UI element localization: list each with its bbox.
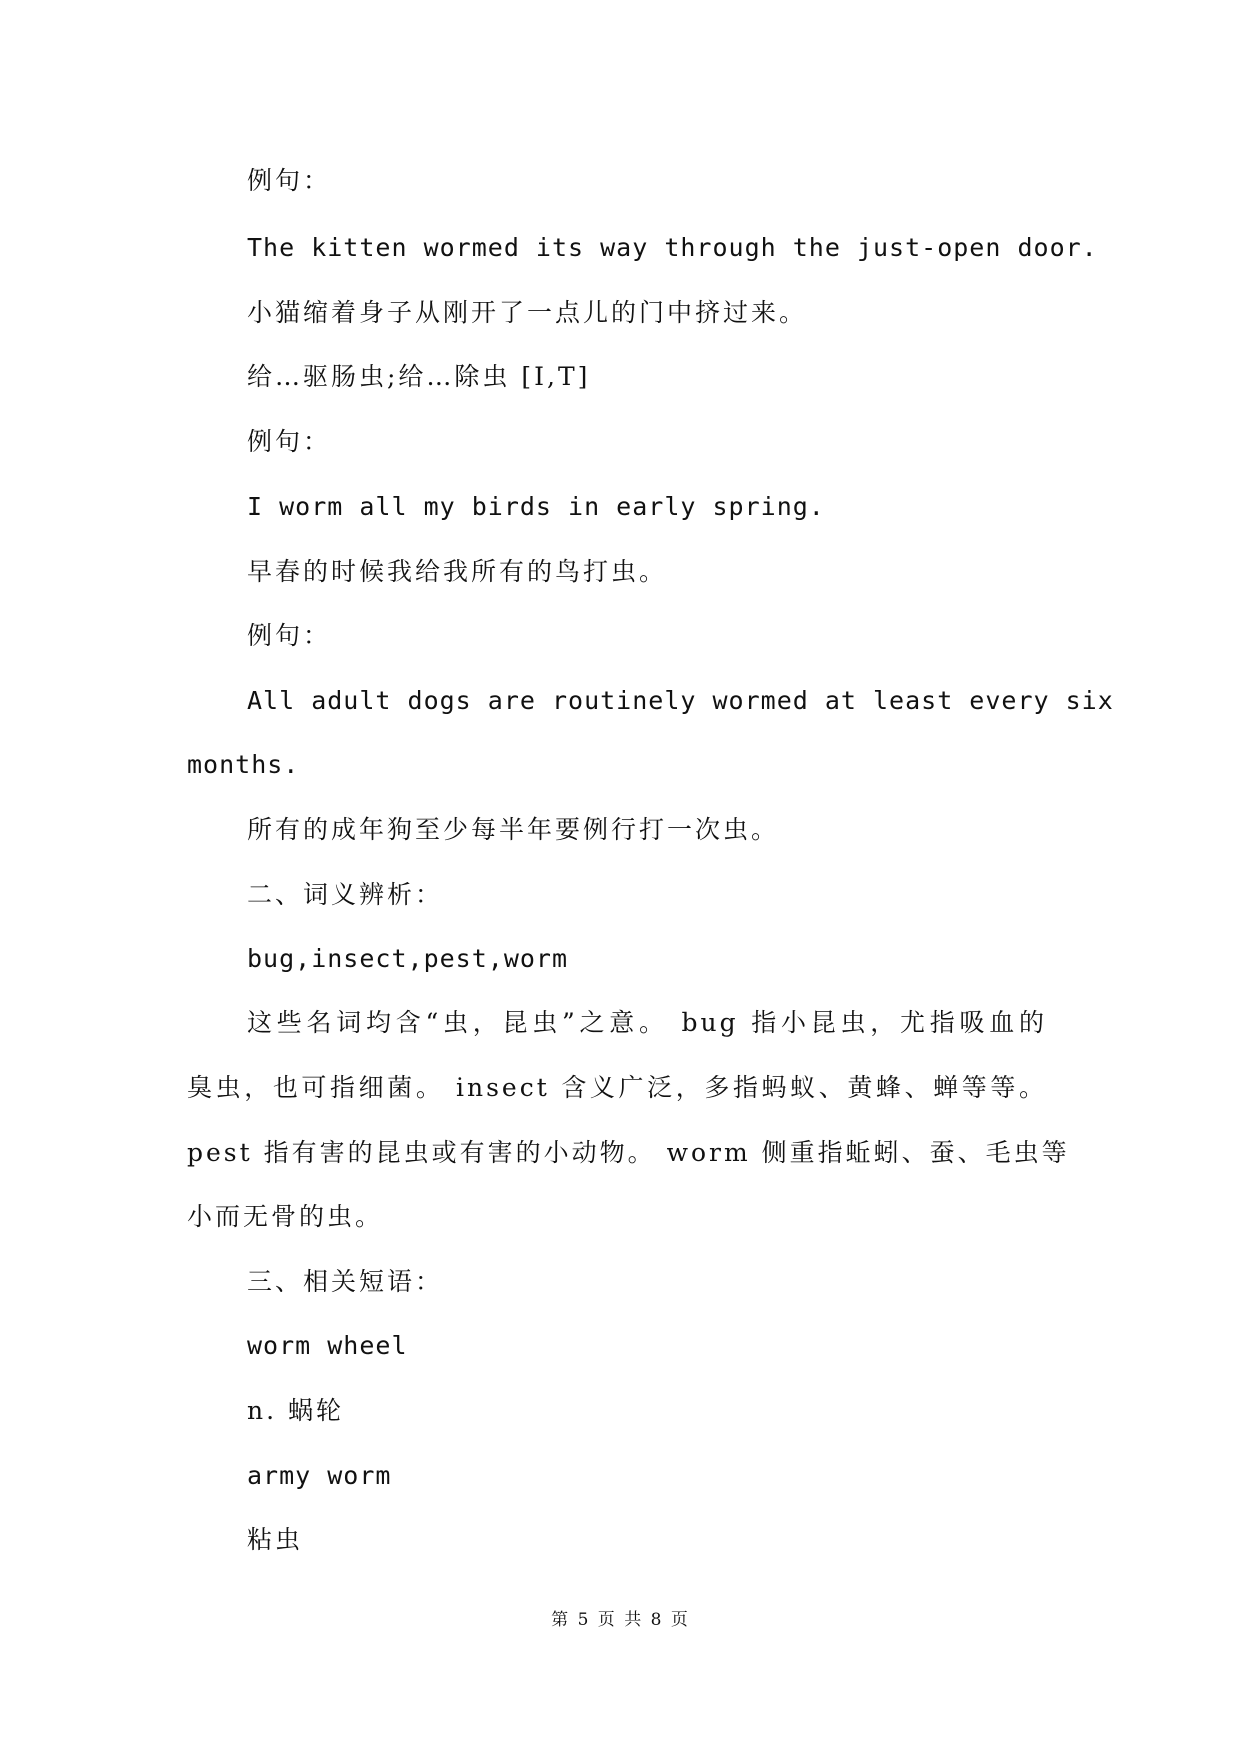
example-sentence-en-continued: months. — [187, 750, 300, 779]
phrase: worm wheel — [247, 1331, 408, 1360]
example-sentence-en: The kitten wormed its way through the just-open door. — [247, 233, 1098, 262]
example-sentence-zh: 小猫缩着身子从刚开了一点儿的门中挤过来。 — [247, 298, 808, 327]
example-sentence-zh: 所有的成年狗至少每半年要例行打一次虫。 — [247, 815, 780, 844]
phrase: army worm — [247, 1461, 392, 1490]
phrase-meaning: 粘虫 — [247, 1525, 304, 1554]
example-sentence-zh: 早春的时候我给我所有的鸟打虫。 — [247, 557, 668, 586]
definition-line: 给…驱肠虫;给…除虫 [I,T] — [247, 362, 591, 391]
example-label: 例句： — [247, 427, 332, 456]
analysis-paragraph-line: 这些名词均含“虫，昆虫”之意。 bug 指小昆虫，尤指吸血的 — [247, 1008, 1047, 1037]
analysis-paragraph-line: 臭虫，也可指细菌。 insect 含义广泛，多指蚂蚁、黄蜂、蝉等等。 — [187, 1073, 1047, 1102]
page-footer: 第 5 页 共 8 页 — [551, 1610, 690, 1630]
section-heading: 二、词义辨析： — [247, 880, 444, 909]
phrase-meaning: n. 蜗轮 — [247, 1396, 344, 1425]
word-list: bug,insect,pest,worm — [247, 944, 569, 973]
analysis-paragraph-line: pest 指有害的昆虫或有害的小动物。 worm 侧重指蚯蚓、蚕、毛虫等 — [187, 1138, 1070, 1167]
example-sentence-en: All adult dogs are routinely wormed at least every six — [247, 686, 1114, 715]
analysis-paragraph-line: 小而无骨的虫。 — [187, 1202, 384, 1231]
example-sentence-en: I worm all my birds in early spring. — [247, 492, 825, 521]
example-label: 例句： — [247, 166, 332, 195]
section-heading: 三、相关短语： — [247, 1267, 444, 1296]
example-label: 例句： — [247, 621, 332, 650]
